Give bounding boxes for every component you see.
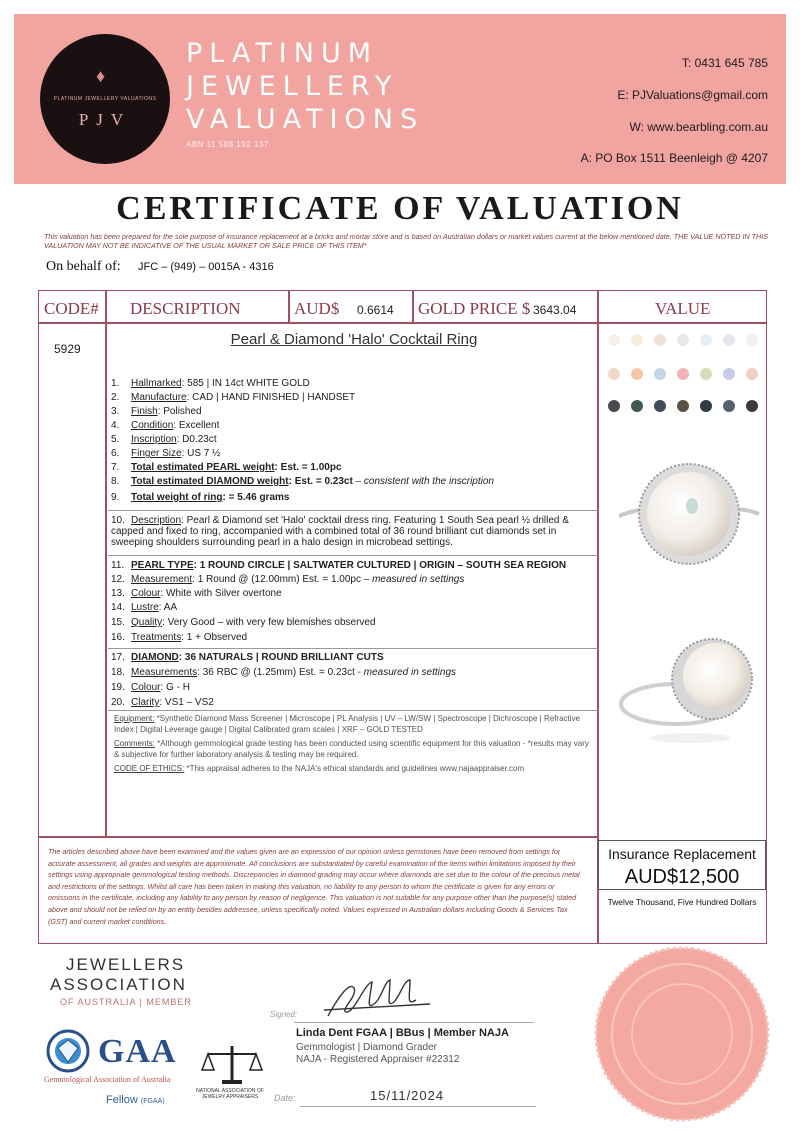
signatory-registration: NAJA - Registered Appraiser #22312 [296, 1054, 460, 1065]
brand-name-line-2: JEWELLERY [186, 71, 399, 102]
spec-item: 15. Quality: Very Good – with very few blemishes observed [111, 617, 376, 628]
spec-item: 13. Colour: White with Silver overtone [111, 588, 282, 599]
divider [412, 291, 414, 323]
spec-item: 10. Description: Pearl & Diamond set 'Halo' cocktail dress ring. Featuring 1 South Sea pearl ½ drilled & capped and fixed to ring, accompanied with a combined total of 36 round brilliant cut diamonds set in sweeping shoulders surrounding pearl in a halo design in microbead settings. [111, 515, 569, 548]
fellow-label: Fellow (FGAA) [106, 1094, 165, 1106]
date-line [300, 1106, 536, 1107]
logo-small-text: PLATINUM JEWELLERY VALUATIONS [53, 96, 157, 102]
spec-item: 6. Finger Size: US 7 ½ [111, 448, 221, 459]
jaa-member-text: OF AUSTRALIA | MEMBER [60, 997, 192, 1007]
contact-phone: T: 0431 645 785 [681, 56, 768, 70]
spec-item: 1. Hallmarked: 585 | IN 14ct WHITE GOLD [111, 378, 310, 389]
spec-item: 3. Finish: Polished [111, 406, 202, 417]
spec-item: 20. Clarity: VS1 – VS2 [111, 697, 214, 708]
comments-note: Comments: *Although gemmological grade testing has been conducted using scientific equipment for this valuation - *results may vary & subjective for further laboratory analysis & testing may be required. [114, 739, 589, 759]
scales-icon [196, 1040, 268, 1086]
jaa-logo-line-2: ASSOCIATION [50, 975, 187, 994]
contact-web: W: www.bearbling.com.au [629, 120, 768, 134]
contact-address: A: PO Box 1511 Beenleigh @ 4207 [580, 151, 768, 165]
spec-item: 4. Condition: Excellent [111, 420, 220, 431]
client-reference: JFC – (949) – 0015A - 4316 [138, 261, 274, 273]
divider [108, 648, 598, 649]
divider [39, 322, 766, 324]
gaa-subtitle: Gemmological Association of Australia [44, 1075, 171, 1084]
abn-number: ABN 11 588 192 137 [186, 140, 269, 149]
gaa-emblem-icon [44, 1028, 94, 1074]
item-code: 5929 [54, 342, 81, 356]
equipment-note: Equipment: *Synthetic Diamond Mass Screener | Microscope | PL Analysis | UV – LW/SW | Spectroscope | Dichroscope | Refractive Index | Digital Leverage gauge | Digital Calibrated gram scales | XRF – GOLD TESTED [114, 714, 580, 734]
jaa-logo-line-1: JEWELLERS [66, 955, 186, 974]
divider [288, 291, 290, 323]
divider [108, 555, 598, 556]
pjv-logo [40, 34, 170, 164]
signatory-name: Linda Dent FGAA | BBus | Member NAJA [296, 1027, 509, 1039]
ethics-note: CODE OF ETHICS: *This appraisal adheres to the NAJA's ethical standards and guidelines www.najaappraiser.com [114, 764, 525, 773]
date-label: Date: [274, 1093, 296, 1103]
signature-line [294, 1022, 534, 1023]
logo-letters: PJV [78, 110, 132, 129]
signatory-title: Gemmologist | Diamond Grader [296, 1042, 437, 1053]
ring-reflection [640, 730, 740, 750]
divider [39, 836, 598, 838]
valuation-disclaimer: This valuation has been prepared for the sole purpose of insurance replacement at a bricks and mortar store and is based on Australian dollars or market values current at the below mentioned date. THE VALUE NOTED IN THIS VALUATION MAY NOT BE INDICATIVE OF THE USUAL MARKET OR SALE PRICE OF THIS ITEM* [44, 232, 769, 250]
gold-price-value: 3643.04 [533, 303, 577, 317]
spec-item: 19. Colour: G - H [111, 682, 190, 693]
valuation-date: 15/11/2024 [370, 1088, 445, 1103]
divider [108, 510, 598, 511]
spec-item: 5. Inscription: D0.23ct [111, 434, 217, 445]
header-value: VALUE [655, 299, 711, 318]
spec-item: 16. Treatments: 1 + Observed [111, 632, 248, 643]
on-behalf-label: On behalf of: [46, 259, 121, 274]
certificate-title: CERTIFICATE OF VALUATION [116, 190, 684, 227]
header-description: DESCRIPTION [130, 299, 241, 318]
diamond-icon: ♦ [96, 66, 106, 86]
spec-item: 7. Total estimated PEARL weight: Est. = 1.00pc [111, 462, 342, 473]
gaa-logo-text: GAA [98, 1033, 177, 1070]
pearl-colour-swatches [602, 326, 764, 426]
header-code: CODE# [44, 299, 99, 318]
header-gold-price: GOLD PRICE $ [418, 299, 531, 318]
spec-item: 8. Total estimated DIAMOND weight: Est. = 0.23ct – consistent with the inscription [111, 476, 494, 487]
spec-item: 18. Measurements: 36 RBC @ (1.25mm) Est. = 0.23ct - measured in settings [111, 667, 457, 678]
spec-item: 12. Measurement: 1 Round @ (12.00mm) Est. = 1.00pc – measured in settings [111, 574, 465, 585]
aud-rate: 0.6614 [357, 303, 394, 317]
brand-name-line-1: PLATINUM [186, 38, 379, 69]
divider [108, 710, 598, 711]
terms-and-conditions: The articles described above have been examined and the values given are an expression of our opinion unless gemstones have been removed from settings for accurate assessment, all grades and weights are approximate. All conclusions are substantiated by careful examination of the items within limitations imposed by their settings using appropriate gemmological testing methods. Discrepancies in diamond grading may occur where diamonds are set due to the colour of the precious metal and restrictions of the settings. Whilst all care has been taken in making this valuation, no liability to any person to whom the certificate is given for any errors or omissions in the certificate, including any liability to any person by reason of negligence. This valuation is not suitable for any purpose other than the purpose(s) stated above and should not be relied on by an entity besides addressee, unless specifically noted. Values expressed in Australian dollars including Goods & Services Tax (GST) and current market conditions. [48, 847, 580, 926]
ring-front-image [614, 446, 764, 596]
item-title: Pearl & Diamond 'Halo' Cocktail Ring [230, 331, 478, 348]
spec-item: 2. Manufacture: CAD | HAND FINISHED | HANDSET [111, 392, 356, 403]
spec-item: 11. PEARL TYPE: 1 ROUND CIRCLE | SALTWATER CULTURED | ORIGIN – SOUTH SEA REGION [111, 560, 567, 571]
insurance-label: Insurance Replacement [608, 846, 756, 862]
naja-label: NATIONAL ASSOCIATION OF JEWELRY APPRAISERS [196, 1088, 264, 1100]
contact-email: E: PJValuations@gmail.com [617, 88, 768, 102]
spec-item: 14. Lustre: AA [111, 602, 178, 613]
brand-name-line-3: VALUATIONS [186, 104, 425, 135]
insurance-value-words: Twelve Thousand, Five Hundred Dollars [607, 897, 757, 907]
spec-item: 9. Total weight of ring: = 5.46 grams [111, 492, 290, 503]
handwritten-signature [320, 974, 440, 1024]
spec-item: 17. DIAMOND: 36 NATURALS | ROUND BRILLIANT CUTS [111, 652, 384, 663]
divider [105, 291, 107, 837]
embossed-seal [594, 946, 770, 1122]
insurance-value: AUD$12,500 [624, 866, 740, 888]
header-aud: AUD$ [294, 299, 340, 318]
ring-side-image [616, 624, 766, 734]
signed-label: Signed: [270, 1010, 298, 1019]
